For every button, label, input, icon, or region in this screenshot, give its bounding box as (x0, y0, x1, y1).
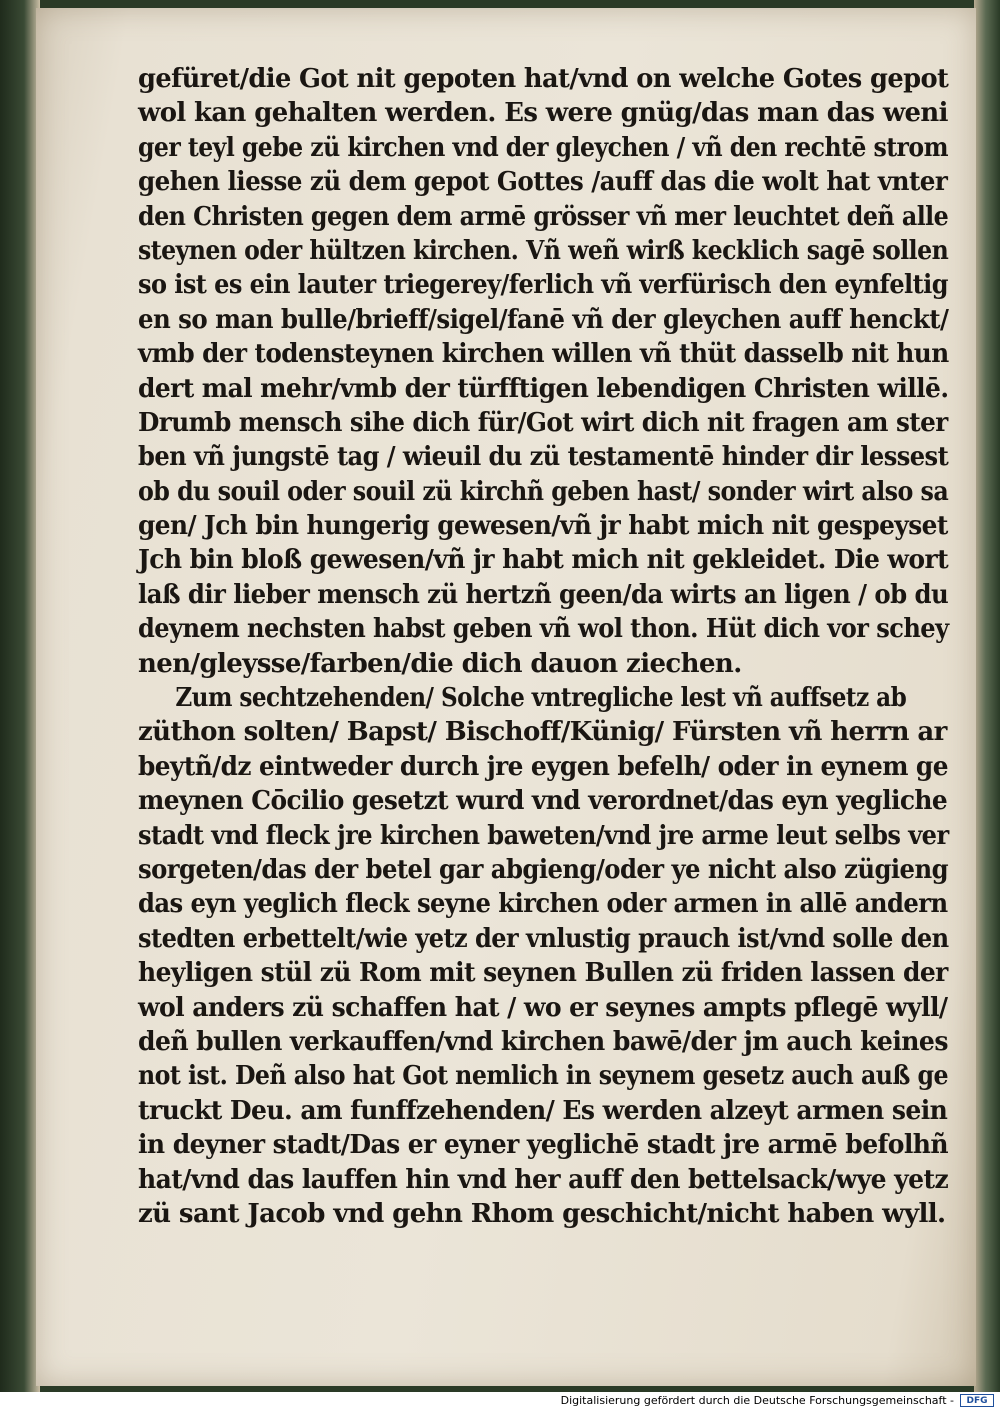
text-line: meynen Cōcilio gesetzt wurd vnd verordnet/das eyn yegliche (138, 786, 948, 817)
text-line: dert mal mehr/vmb der türfftigen lebendigen Christen willē. (138, 373, 949, 404)
text-line: Jch bin bloß gewesen/vñ jr habt mich nit gekleidet. Die wort (138, 545, 949, 576)
text-line: ben vñ jungstē tag / wieuil du zü testamentē hinder dir lessest (138, 442, 949, 473)
text-line: das eyn yeglich fleck seyne kirchen oder armen in allē andern (138, 889, 948, 920)
text-line: heyligen stül zü Rom mit seynen Bullen zü friden lassen der (138, 958, 948, 989)
text-line: wol anders zü schaffen hat / wo er seynes ampts pflegē wyll/ (138, 992, 948, 1023)
text-line: nen/gleysse/farben/die dich dauon ziechen. (138, 648, 742, 679)
text-line: Drumb mensch sihe dich für/Got wirt dich nit fragen am ster (138, 407, 948, 438)
text-line: ob du souil oder souil zü kirchñ geben hast/ sonder wirt also sa (138, 476, 949, 507)
text-line: ger teyl gebe zü kirchen vnd der gleychen / vñ den rechtē strom (138, 132, 948, 163)
text-line: stedten erbettelt/wie yetz der vnlustig prauch ist/vnd solle den (138, 923, 949, 954)
text-line: zü sant Jacob vnd gehn Rhom geschicht/nicht haben wyll. (138, 1198, 946, 1229)
text-line: so ist es ein lauter triegerey/ferlich vñ verfürisch den eynfeltig (138, 270, 948, 301)
text-line: gen/ Jch bin hungerig gewesen/vñ jr habt mich nit gespeyset (138, 511, 948, 542)
text-line: laß dir lieber mensch zü hertzñ geen/da wirts an ligen / ob du (138, 579, 949, 610)
text-line: deñ bullen verkauffen/vnd kirchen bawē/der jm auch keines (138, 1026, 948, 1057)
text-line: den Christen gegen dem armē grösser vñ mer leuchtet deñ alle (138, 201, 949, 232)
text-line: deynem nechsten habst geben vñ wol thon. Hüt dich vor schey (138, 614, 949, 645)
text-line: wol kan gehalten werden. Es were gnüg/das man das weni (138, 98, 948, 129)
text-line: beytñ/dz eintweder durch jre eygen befelh/ oder in eynem ge (138, 751, 948, 782)
text-line: sorgeten/das der betel gar abgieng/oder ye nicht also zügieng (138, 854, 949, 885)
text-line: steynen oder hültzen kirchen. Vñ weñ wirß kecklich sagē sollen (138, 235, 949, 266)
text-line: in deyner stadt/Das er eyner yeglichē stadt jre armē befolhñ (138, 1130, 949, 1161)
text-line: Zum sechtzehenden/ Solche vntregliche lest vñ auffsetz ab (175, 683, 907, 714)
footer-credit: Digitalisierung gefördert durch die Deutsche Forschungsgemeinschaft - (560, 1394, 954, 1407)
dfg-logo: DFG (960, 1394, 994, 1407)
text-line: vmb der todensteynen kirchen willen vñ thüt dasselb nit hun (138, 339, 949, 370)
page-text-block (138, 62, 958, 1231)
text-line: truckt Deu. am funffzehenden/ Es werden alzeyt armen sein (138, 1095, 948, 1126)
text-line: züthon solten/ Bapst/ Bischoff/Künig/ Fürsten vñ herrn ar (138, 717, 947, 748)
text-line: gehen liesse zü dem gepot Gottes /auff das die wolt hat vnter (138, 167, 948, 198)
scan-edge-left (0, 0, 40, 1392)
text-line: stadt vnd fleck jre kirchen baweten/vnd jre arme leut selbs ver (138, 820, 949, 851)
text-line: not ist. Deñ also hat Got nemlich in seynem gesetz auch auß ge (138, 1061, 949, 1092)
scan-edge-right (974, 0, 1000, 1392)
text-line: en so man bulle/brieff/sigel/fanē vñ der gleychen auff henckt/ (138, 304, 949, 335)
text-line: gefüret/die Got nit gepoten hat/vnd on welche Gotes gepot (138, 64, 949, 94)
text-line: hat/vnd das lauffen hin vnd her auff den bettelsack/wye yetz (138, 1164, 949, 1195)
